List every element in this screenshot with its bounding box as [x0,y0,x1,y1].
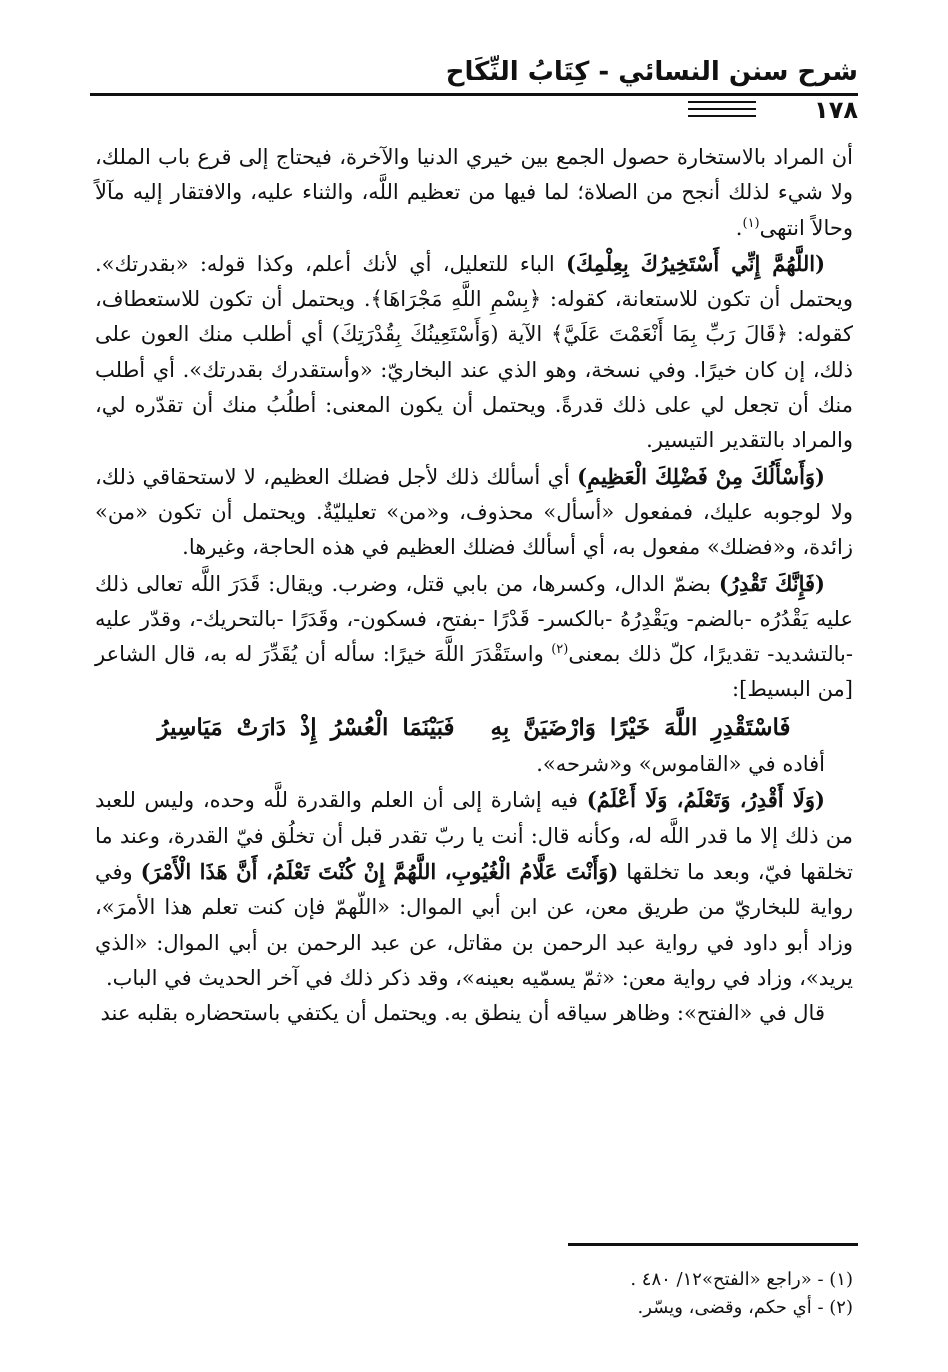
decorative-rule [688,101,756,117]
paragraph [95,782,853,996]
footnote: (١) - «راجع «الفتح»١٢/ ٤٨٠ . [630,1269,853,1290]
paragraph-text: وفي رواية للبخاريّ من طريق معن، عن ابن أبي الموال: «اللّهمّ فإن كنت تعلم هذا الأمرَ»، وزاد أبو داود في رواية عبد الرحمن بن مقاتل، عن عبد الرحمن بن أبي الموال: «الذي يريد»، وزاد في رواية معن: «ثمّ يسمّيه بعينه»، وقد ذكر ذلك في آخر الحديث في الباب. [95,859,853,990]
hadith-lemma: (فَإِنَّكَ تَقْدِرُ) [718,570,825,596]
paragraph [95,566,853,708]
footnote-ref[interactable]: (١) [742,215,760,231]
paragraph [95,459,853,566]
paragraph [95,140,853,246]
hadith-lemma: (وَلَا أَقْدِرُ، وَتَعْلَمُ، وَلَا أَعْلَمُ) [586,787,825,813]
page-header [90,52,858,96]
page-number-row [688,95,858,125]
footnotes [153,1266,853,1322]
paragraph: أفاده في «القاموس» و«شرحه». [536,752,825,777]
paragraph-text: فيه إشارة إلى أن العلم والقدرة للَّه وحده، وليس للعبد من ذلك إلا ما قدر اللَّه له، وكأنه قال: أنت يا ربّ تقدر قبل أن تخلُق فيّ القدرة، وعند ما تخلقها فيّ، وبعد ما تخلقها [95,788,854,884]
hadith-lemma: (اللَّهُمَّ إِنِّي أَسْتَخِيرُكَ بِعِلْمِكَ) [566,250,825,276]
footnote-ref[interactable]: (٢) [551,642,569,658]
paragraph-text: بضمّ الدال، وكسرها، من بابي قتل، وضرب. ويقال: قَدَرَ اللَّه تعالى ذلك عليه يَقْدُرُه -بالضم- ويَقْدِرُهُ -بالكسر- قَدْرًا -بفتح، فسكون-، وقَدَرًا -بالتحريك-، وقدّر عليه -بالتشديد- تقديرًا، كلّ ذلك بمعنى [95,571,853,667]
footnote-separator [568,1243,858,1246]
paragraph-text: واستَقْدَرَ اللَّهَ خيرًا: سأله أن يُقَدِّرَ له به، قال الشاعر [من البسيط]: [95,642,853,702]
verse-second-hemistich: فَبَيْنَمَا الْعُسْرُ إِذْ دَارَتْ مَيَاسِيرُ [157,713,455,741]
hadith-lemma: (وَأَسْأَلُكَ مِنْ فَضْلِكَ الْعَظِيمِ) [577,463,825,489]
verse-first-hemistich: فَاسْتَقْدِرِ اللَّهَ خَيْرًا وَارْضَيَنَّ بِهِ [490,713,791,741]
paragraph-text: الباء للتعليل، أي لأنك أعلم، وكذا قوله: «بقدرتك». ويحتمل أن تكون للاستعانة، كقوله: ﴿بِسْمِ اللَّهِ مَجْرَاهَا﴾. ويحتمل أن تكون للاستعطاف، كقوله: ﴿قَالَ رَبِّ بِمَا أَنْعَمْتَ عَلَيَّ﴾ الآية (وَأَسْتَعِينُكَ بِقُدْرَتِكَ) أي أطلب منك العون على ذلك، إن كان خيرًا. وفي نسخة، وهو الذي عند البخاريّ: «وأستقدرك بقدرتك». أي أطلب منك أن تجعل لي على ذلك قدرةً. ويحتمل أن يكون المعنى: أطلُبُ منك أن تقدّره لي، والمراد بالتقدير التيسير. [95,251,853,453]
paragraph-text: أي أسألك ذلك لأجل فضلك العظيم، لا لاستحقاقي ذلك، ولا لوجوبه عليك، فمفعول «أسأل» محذوف، و«من» تعليليّةٌ. ويحتمل أن تكون «من» زائدة، و«فضلك» مفعول به، أي أسألك فضلك العظيم في هذه الحاجة، وغيرها. [95,464,853,560]
hadith-lemma: (وَأَنْتَ عَلَّامُ الْغُيُوبِ، اللَّهُمَّ إِنْ كُنْتَ تَعْلَمُ، أَنَّ هَذَا الْأَمْرَ) [140,858,619,884]
paragraph-end: . [735,215,743,240]
poetry-verse [95,710,853,745]
footnote: (٢) - أي حكم، وقضى، ويسّر. [637,1297,853,1318]
paragraph [95,246,853,459]
page-number: ١٧٨ [814,96,858,124]
paragraph: قال في «الفتح»: وظاهر سياقه أن ينطق به. ويحتمل أن يكتفي باستحضاره بقلبه عند [100,1001,825,1026]
paragraph-text: أن المراد بالاستخارة حصول الجمع بين خيري الدنيا والآخرة، فيحتاج إلى قرع باب الملك، ولا شيء لذلك أنجح من الصلاة؛ لما فيها من تعظيم اللَّه، والثناء عليه، والافتقار إليه مآلاً وحالاً انتهى [95,145,853,240]
running-title: شرح سنن النسائي - كِتَابُ النِّكَاح [445,57,858,87]
body-text [95,140,853,1031]
